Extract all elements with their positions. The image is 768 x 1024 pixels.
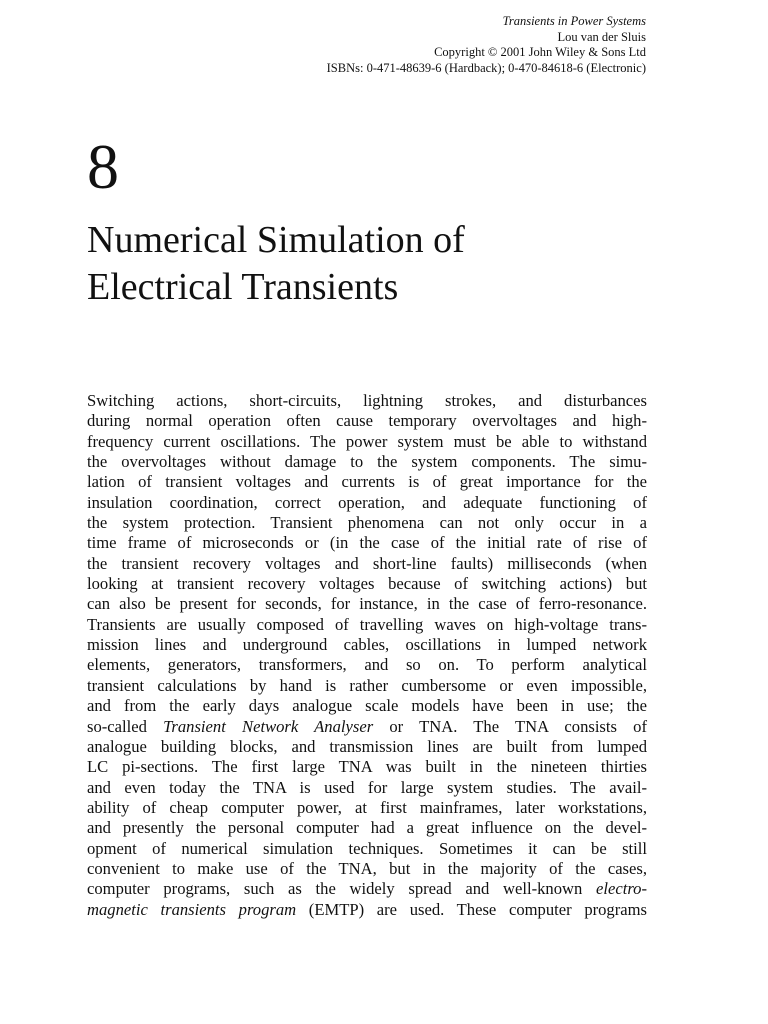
text-line: LC pi-sections. The first large TNA was built in the nineteen thirties [87, 757, 647, 777]
text-line: frequency current oscillations. The power system must be able to withstand [87, 431, 647, 451]
chapter-title-line: Electrical Transients [87, 266, 399, 308]
italic-term: magnetic transients program [87, 899, 297, 919]
text-line: and even today the TNA is used for large system studies. The avail- [87, 777, 647, 797]
text-line: time frame of microseconds or (in the case of the initial rate of rise of [87, 533, 647, 553]
isbn-line: ISBNs: 0-471-48639-6 (Hardback); 0-470-84618-6 (Electronic) [326, 60, 646, 75]
body-paragraph [87, 391, 647, 920]
text-line: the system protection. Transient phenomena can not only occur in a [87, 513, 647, 533]
text-line: ability of cheap computer power, at first mainframes, later workstations, [87, 797, 647, 817]
text-line: and from the early days analogue scale models have been in use; the [87, 696, 647, 716]
text-line: looking at transient recovery voltages because of switching actions) but [87, 574, 647, 594]
author: Lou van der Sluis [557, 29, 646, 44]
text-segment: or TNA. The TNA consists of [373, 716, 647, 736]
text-line [87, 900, 647, 920]
text-line: can also be present for seconds, for instance, in the case of ferro-resonance. [87, 594, 647, 614]
chapter-title-line: Numerical Simulation of [87, 219, 465, 261]
text-line: and presently the personal computer had a great influence on the devel- [87, 818, 647, 838]
text-line [87, 879, 647, 899]
text-segment: computer programs, such as the widely spread and well-known [87, 879, 597, 899]
text-line: elements, generators, transformers, and so on. To perform analytical [87, 655, 647, 675]
italic-term: electro- [596, 879, 647, 899]
text-line: the overvoltages without damage to the system components. The simu- [87, 452, 647, 472]
text-line: convenient to make use of the TNA, but in the majority of the cases, [87, 858, 647, 878]
chapter-number: 8 [87, 131, 119, 202]
chapter-title [87, 217, 647, 311]
running-header [327, 14, 646, 76]
book-title: Transients in Power Systems [502, 14, 646, 28]
text-line: the transient recovery voltages and short-line faults) milliseconds (when [87, 553, 647, 573]
copyright-line: Copyright © 2001 John Wiley & Sons Ltd [434, 45, 646, 59]
text-line: opment of numerical simulation techniques. Sometimes it can be still [87, 838, 647, 858]
text-line: during normal operation often cause temporary overvoltages and high- [87, 411, 647, 431]
text-segment: (EMTP) are used. These computer programs [296, 899, 647, 919]
italic-term: Transient Network Analyser [163, 716, 374, 736]
text-line: insulation coordination, correct operation, and adequate functioning of [87, 492, 647, 512]
text-segment: so-called [87, 716, 164, 736]
text-line [87, 717, 647, 737]
text-line: analogue building blocks, and transmission lines are built from lumped [87, 736, 647, 756]
text-line: Switching actions, short-circuits, lightning strokes, and disturbances [87, 391, 647, 410]
text-line: mission lines and underground cables, oscillations in lumped network [87, 635, 647, 655]
text-line: transient calculations by hand is rather cumbersome or even impossible, [87, 675, 647, 695]
text-line: lation of transient voltages and currents is of great importance for the [87, 472, 647, 492]
text-line: Transients are usually composed of travelling waves on high-voltage trans- [87, 614, 647, 634]
